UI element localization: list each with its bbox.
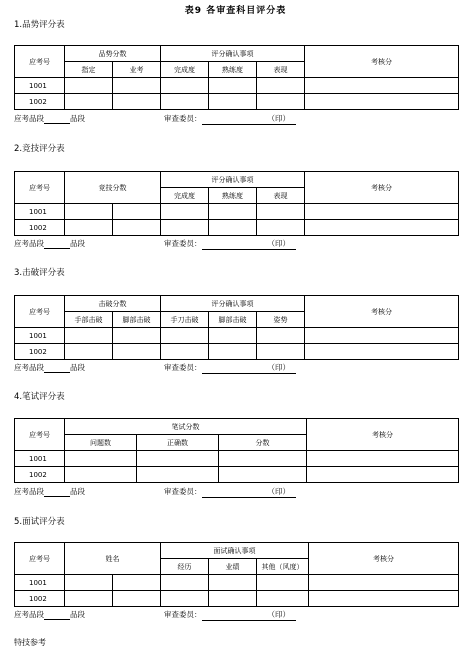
- table-row: [15, 204, 459, 220]
- signature-line: 应考品段 品段 审查委员： （印）: [14, 238, 459, 249]
- score-cell[interactable]: [257, 328, 305, 344]
- completion-header: 完成度: [161, 188, 209, 204]
- score-cell[interactable]: [113, 78, 161, 94]
- grade-blank[interactable]: [44, 364, 70, 373]
- score-cell[interactable]: [209, 591, 257, 607]
- table-row: [15, 575, 459, 591]
- score-cell[interactable]: [137, 467, 219, 483]
- hand-breaking-header: 手部击破: [65, 312, 113, 328]
- signature-line: 应考品段 品段 审查委员： （印）: [14, 362, 459, 373]
- signature-line: 应考品段 品段 审查委员： （印）: [14, 486, 459, 497]
- score-cell[interactable]: [161, 344, 209, 360]
- score-cell[interactable]: [219, 467, 307, 483]
- expression-header: 表现: [257, 62, 305, 78]
- posture-header: 姿势: [257, 312, 305, 328]
- score-cell[interactable]: [209, 78, 257, 94]
- score-cell[interactable]: [65, 467, 137, 483]
- name-header: 姓名: [65, 543, 161, 575]
- score-cell[interactable]: [161, 94, 209, 110]
- footnote: 特技参考: [14, 638, 46, 647]
- section-title-breaking: 3.击破评分表: [14, 268, 65, 278]
- table-row: [15, 220, 459, 236]
- score-cell[interactable]: [257, 344, 305, 360]
- poomsae-score-header: 品势分数: [65, 46, 161, 62]
- confirm-items-header: 评分确认事项: [161, 46, 305, 62]
- exam-no-header: 应考号: [15, 172, 65, 204]
- signature-line: 应考品段 品段 审查委员： （印）: [14, 609, 459, 620]
- exam-no-cell: 1002: [15, 591, 65, 607]
- member-blank[interactable]: [202, 241, 268, 250]
- section-title-interview: 5.面试评分表: [14, 517, 65, 527]
- score-cell[interactable]: [209, 328, 257, 344]
- score-cell[interactable]: [113, 94, 161, 110]
- grade-blank[interactable]: [44, 115, 70, 124]
- assessment-header: 考核分: [309, 543, 459, 575]
- section-title-poomsae: 1.品势评分表: [14, 20, 65, 30]
- confirm-items-header: 评分确认事项: [161, 172, 305, 188]
- score-cell[interactable]: [257, 220, 305, 236]
- score-cell[interactable]: [113, 344, 161, 360]
- question-count-header: 问题数: [65, 435, 137, 451]
- breaking-score-header: 击破分数: [65, 296, 161, 312]
- exam-no-cell: 1002: [15, 94, 65, 110]
- assessment-header: 考核分: [307, 419, 459, 451]
- exam-no-cell: 1001: [15, 451, 65, 467]
- score-cell[interactable]: [161, 204, 209, 220]
- table-row: [15, 591, 459, 607]
- assessment-cell[interactable]: [309, 575, 459, 591]
- table-row: [15, 328, 459, 344]
- member-blank[interactable]: [202, 489, 268, 498]
- exam-no-header: 应考号: [15, 543, 65, 575]
- assessment-cell[interactable]: [307, 451, 459, 467]
- exam-no-cell: 1002: [15, 220, 65, 236]
- proficiency-header: 熟练度: [209, 188, 257, 204]
- score-cell[interactable]: [65, 78, 113, 94]
- assessment-cell[interactable]: [305, 94, 459, 110]
- name-cell[interactable]: [65, 575, 113, 591]
- table-row: [15, 94, 459, 110]
- score-cell[interactable]: [65, 204, 113, 220]
- exam-no-header: 应考号: [15, 419, 65, 451]
- assessment-header: 考核分: [305, 46, 459, 78]
- exam-no-cell: 1002: [15, 467, 65, 483]
- score-cell[interactable]: [257, 94, 305, 110]
- document-title: 表9 各审查科目评分表: [184, 6, 287, 16]
- score-cell[interactable]: [113, 328, 161, 344]
- signature-line: 应考品段 品段 审查委员： （印）: [14, 113, 459, 124]
- score-cell[interactable]: [65, 344, 113, 360]
- score-cell[interactable]: [257, 575, 309, 591]
- written-score-table: [14, 418, 459, 483]
- correct-count-header: 正确数: [137, 435, 219, 451]
- exam-no-cell: 1002: [15, 344, 65, 360]
- member-blank[interactable]: [202, 365, 268, 374]
- assessment-header: 考核分: [305, 172, 459, 204]
- score-cell[interactable]: [65, 328, 113, 344]
- table-row: [15, 451, 459, 467]
- experience-header: 经历: [161, 559, 209, 575]
- score-cell[interactable]: [209, 344, 257, 360]
- section-title-competition: 2.竞技评分表: [14, 144, 65, 154]
- table-row: [15, 467, 459, 483]
- score-cell[interactable]: [257, 78, 305, 94]
- grade-blank[interactable]: [44, 240, 70, 249]
- score-cell[interactable]: [219, 451, 307, 467]
- assessment-header: 考核分: [305, 296, 459, 328]
- specialty-header: 业考: [113, 62, 161, 78]
- score-cell[interactable]: [161, 78, 209, 94]
- competition-score-header: 竞技分数: [65, 172, 161, 204]
- score-cell[interactable]: [209, 204, 257, 220]
- name-cell[interactable]: [113, 591, 161, 607]
- name-cell[interactable]: [65, 591, 113, 607]
- proficiency-header: 熟练度: [209, 62, 257, 78]
- score-cell[interactable]: [137, 451, 219, 467]
- table-row: [15, 78, 459, 94]
- assessment-cell[interactable]: [305, 344, 459, 360]
- expression-header: 表现: [257, 188, 305, 204]
- score-cell[interactable]: [257, 204, 305, 220]
- score-cell[interactable]: [161, 591, 209, 607]
- score-cell[interactable]: [113, 220, 161, 236]
- grade-blank[interactable]: [44, 611, 70, 620]
- score-cell[interactable]: [209, 220, 257, 236]
- assessment-cell[interactable]: [305, 220, 459, 236]
- table-row: [15, 344, 459, 360]
- poomsae-score-table: [14, 45, 459, 110]
- breaking-score-table: [14, 295, 459, 360]
- exam-no-cell: 1001: [15, 575, 65, 591]
- score-header: 分数: [219, 435, 307, 451]
- exam-no-header: 应考号: [15, 296, 65, 328]
- foot-breaking-header: 脚部击破: [209, 312, 257, 328]
- interview-items-header: 面试确认事项: [161, 543, 309, 559]
- designated-header: 指定: [65, 62, 113, 78]
- score-cell[interactable]: [209, 94, 257, 110]
- assessment-cell[interactable]: [307, 467, 459, 483]
- exam-no-cell: 1001: [15, 328, 65, 344]
- score-cell[interactable]: [257, 591, 309, 607]
- exam-no-cell: 1001: [15, 78, 65, 94]
- completion-header: 完成度: [161, 62, 209, 78]
- name-cell[interactable]: [113, 575, 161, 591]
- foot-breaking-header: 脚部击破: [113, 312, 161, 328]
- member-blank[interactable]: [202, 116, 268, 125]
- interview-score-table: [14, 542, 459, 607]
- score-cell[interactable]: [65, 451, 137, 467]
- section-title-written: 4.笔试评分表: [14, 392, 65, 402]
- score-cell[interactable]: [113, 204, 161, 220]
- exam-no-header: 应考号: [15, 46, 65, 78]
- score-cell[interactable]: [161, 328, 209, 344]
- grade-blank[interactable]: [44, 488, 70, 497]
- score-cell[interactable]: [65, 220, 113, 236]
- assessment-cell[interactable]: [305, 328, 459, 344]
- confirm-items-header: 评分确认事项: [161, 296, 305, 312]
- member-blank[interactable]: [202, 612, 268, 621]
- other-header: 其他（风度）: [257, 559, 309, 575]
- score-cell[interactable]: [65, 94, 113, 110]
- written-score-header: 笔试分数: [65, 419, 307, 435]
- assessment-cell[interactable]: [305, 204, 459, 220]
- assessment-cell[interactable]: [305, 78, 459, 94]
- score-cell[interactable]: [209, 575, 257, 591]
- exam-no-cell: 1001: [15, 204, 65, 220]
- achievement-header: 业绩: [209, 559, 257, 575]
- score-cell[interactable]: [161, 220, 209, 236]
- score-cell[interactable]: [161, 575, 209, 591]
- assessment-cell[interactable]: [309, 591, 459, 607]
- competition-score-table: [14, 171, 459, 236]
- knife-hand-header: 手刀击破: [161, 312, 209, 328]
